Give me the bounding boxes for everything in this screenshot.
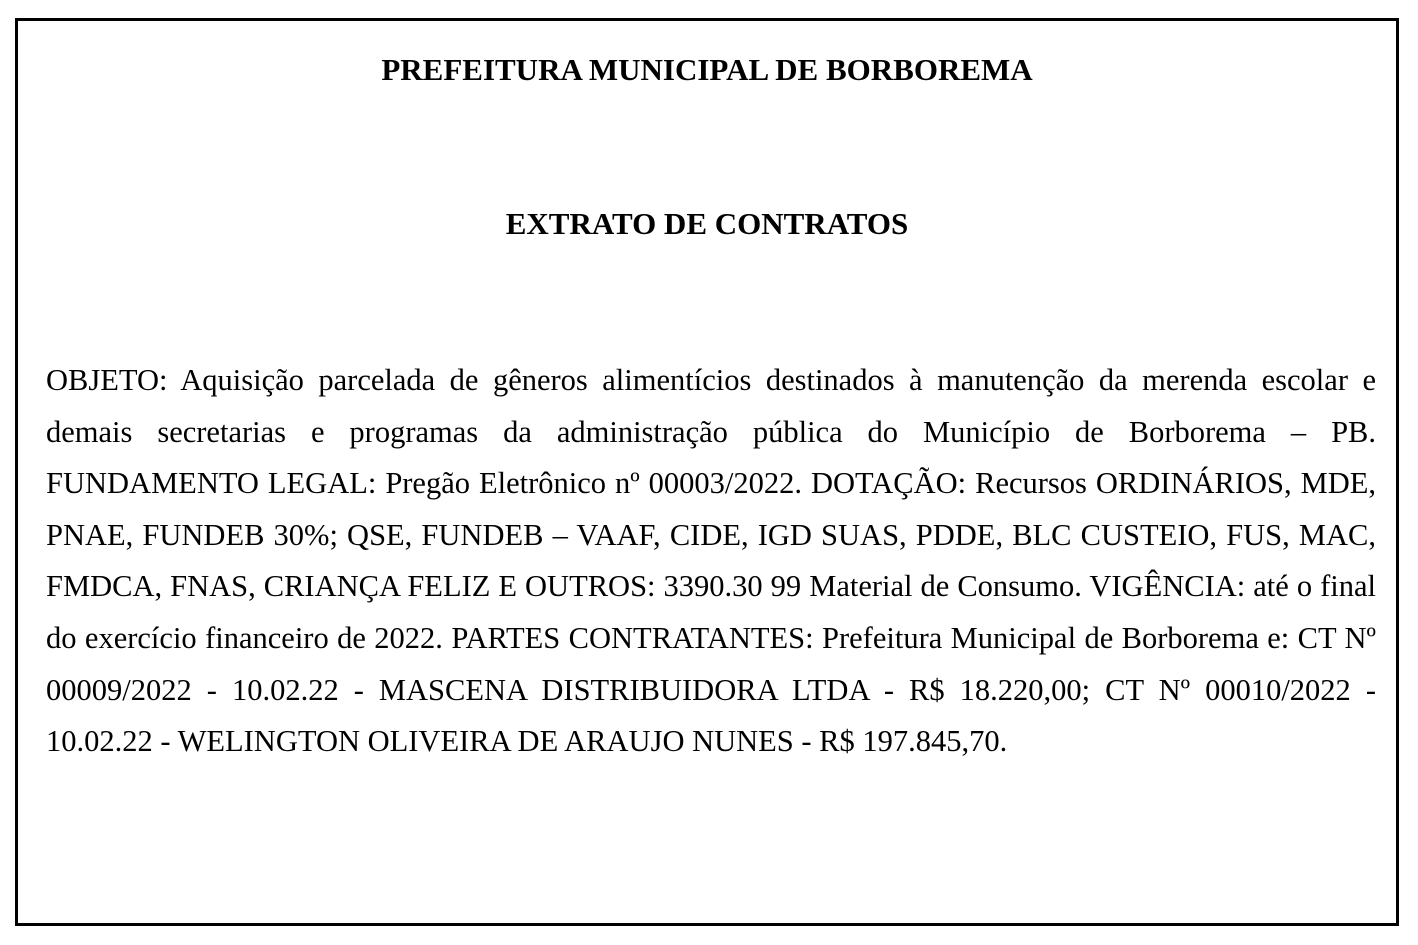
document-body: OBJETO: Aquisição parcelada de gêneros alimentícios destinados à manutenção da merenda escolar e demais secretarias e programas da administração pública do Município de Borborema – PB. FUNDAMENTO LEGAL: Pregão Eletrônico nº 00003/2022. DOTAÇÃO: Recursos ORDINÁRIOS, MDE, PNAE, FUNDEB 30%; QSE, FUNDEB – VAAF, CIDE, IGD SUAS, PDDE, BLC CUSTEIO, FUS, MAC, FMDCA, FNAS, CRIANÇA FELIZ E OUTROS: 3390.30 99 Material de Consumo. VIGÊNCIA: até o final do exercício financeiro de 2022. PARTES CONTRATANTES: Prefeitura Municipal de Borborema e: CT Nº 00009/2022 - 10.02.22 - MASCENA DISTRIBUIDORA LTDA - R$ 18.220,00; CT Nº 00010/2022 - 10.02.22 - WELINGTON OLIVEIRA DE ARAUJO NUNES - R$ 197.845,70. [46, 363, 1376, 759]
document-subheading: EXTRATO DE CONTRATOS [505, 206, 909, 241]
document-frame [15, 18, 1399, 926]
document-heading: PREFEITURA MUNICIPAL DE BORBOREMA [381, 52, 1033, 87]
